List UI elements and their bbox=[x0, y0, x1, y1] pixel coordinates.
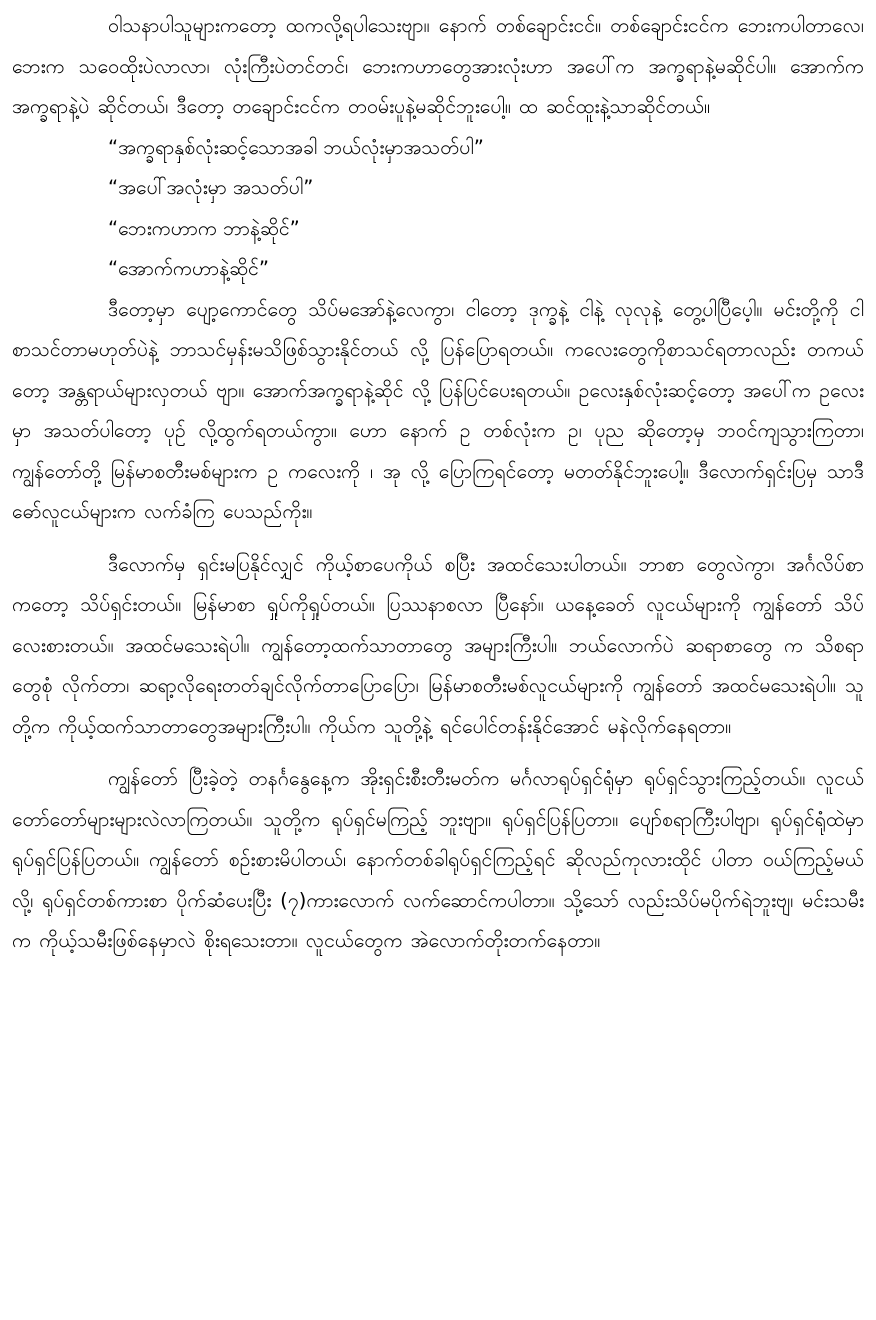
paragraph-1: ဝါသနာပါသူများကတော့ ထကလို့ရပါသေးဗျာ။ နောက် တစ်ချောင်းငင်။ တစ်ချောင်းငင်က ဘေးကပါတာလေ၊ ဘေးက သဝေထိုးပဲလာလာ၊ လုံးကြီးပဲတင်တင်၊ ဘေးကဟာတွေအားလုံးဟာ အပေါ်က အက္ခရာနဲ့မဆိုင်ပါ။ အောက်က အက္ခရာနဲ့ပဲ ဆိုင်တယ်၊ ဒီတော့ တချောင်းငင်က တဝမ်းပူနဲ့မဆိုင်ဘူးပေါ့။ ထ ဆင်ထူးနဲ့သာဆိုင်တယ်။ bbox=[12, 14, 864, 118]
paragraph-gap bbox=[12, 533, 864, 545]
paragraph-gap bbox=[12, 747, 864, 759]
paragraph-4: ကျွန်တော် ပြီးခဲ့တဲ့ တနင်္ဂနွေနေ့က အိုးရှင်းစီးတီးမတ်က မင်္ဂလာရုပ်ရှင်ရုံမှာ ရုပ်ရှင်သွားကြည့်တယ်။ လူငယ်တော်တော်များများလဲလာကြတယ်။ သူတို့က ရုပ်ရှင်မကြည့် ဘူးဗျာ။ ရုပ်ရှင်ပြန်ပြတာ။ ပျော်စရာကြီးပါဗျာ၊ ရုပ်ရှင်ရုံထဲမှာ ရုပ်ရှင်ပြန်ပြတယ်။ ကျွန်တော် စဉ်းစားမိပါတယ်၊ နောက်တစ်ခါရုပ်ရှင်ကြည့်ရင် ဆိုလည်ကုလားထိုင် ပါတာ ဝယ်ကြည့်မယ် လို့၊ ရုပ်ရှင်တစ်ကားစာ ပိုက်ဆံပေးပြီး (၇)ကားလောက် လက်ဆောင်ကပါတာ။ သို့သော် လည်းသိပ်မပိုက်ရဲဘူးဗျ၊ မင်းသမီးက ကိုယ့်သမီးဖြစ်နေမှာလဲ စိုးရသေးတာ။ လူငယ်တွေက အဲလောက်တိုးတက်နေတာ။ bbox=[12, 767, 864, 952]
paragraph-3: ဒီလောက်မှ ရှင်းမပြနိုင်လျှင် ကိုယ့်စာပေကိုယ် စပြီး အထင်သေးပါတယ်။ ဘာစာ တွေလဲကွာ၊ အင်္ဂလိပ်စာကတော့ သိပ်ရှင်းတယ်။ မြန်မာစာ ရှုပ်ကိုရှုပ်တယ်။ ပြဿနာစလာ ပြီနော်။ ယနေ့ခေတ် လူငယ်များကို ကျွန်တော် သိပ်လေးစားတယ်။ အထင်မသေးရဲပါ။ ကျွန်တော့ထက်သာတာတွေ အများကြီးပါ။ ဘယ်လောက်ပဲ ဆရာစာတွေ က သိစရာတွေစုံ လိုက်တာ၊ ဆရာ့လိုရေးတတ်ချင်လိုက်တာပြောပြော၊ မြန်မာစတီးမစ်လူငယ်များကို ကျွန်တော် အထင်မသေးရဲပါ။ သူတို့က ကိုယ့်ထက်သာတာတွေအများကြီးပါ။ ကိုယ်က သူတို့နဲ့ ရင်ပေါင်တန်းနိုင်အောင် မနဲလိုက်နေရတာ။ bbox=[12, 552, 864, 738]
quote-line-1: “အက္ခရာနှစ်လုံးဆင့်သောအခါ ဘယ်လုံးမှာအသတ်ပါ” bbox=[108, 135, 484, 159]
paragraph-2: ဒီတော့မှာ ပျော့ကောင်တွေ သိပ်မအော်နဲ့လေကွာ၊ ငါတော့ ဒုက္ခနဲ့ ငါနဲ့ လုလုနဲ့ တွေ့ပါပြီပေ့ါ။ မင်းတို့ကို ငါ စာသင်တာမဟုတ်ပဲနဲ့ ဘာသင်မှန်းမသိဖြစ်သွားနိုင်တယ် လို့ ပြန်ပြောရတယ်။ ကလေးတွေကိုစာသင်ရတာလည်း တကယ်တော့ အန္တရာယ်များလှတယ် ဗျာ။ အောက်အက္ခရာနဲ့ဆိုင် လို့ ပြန်ပြင်ပေးရတယ်။ ဥလေးနှစ်လုံးဆင့်တော့ အပေါ်က ဥလေးမှာ အသတ်ပါတော့ ပုဉ် လို့ထွက်ရတယ်ကွာ။ ဟော နောက် ဥ တစ်လုံးက ဥ၊ ပုည ဆိုတော့မှ ဘဝင်ကျသွားကြတာ၊ ကျွန်တော်တို့ မြန်မာစတီးမစ်များက ဥ ကလေးကို ၊ အု လို့ ပြောကြရင်တော့ မတတ်နိုင်ဘူးပေါ့။ ဒီလောက်ရှင်းပြမှ သာဒီဓော်လူငယ်များက လက်ခံကြ ပေသည်ကိုး။ bbox=[12, 297, 864, 523]
quote-line-2: “အပေါ်အလုံးမှာ အသတ်ပါ” bbox=[108, 176, 314, 199]
quote-line-4: “အောက်ကဟာနဲ့ဆိုင်” bbox=[108, 257, 269, 280]
quote-line-3: “ဘေးကဟာက ဘာနဲ့ဆိုင်” bbox=[108, 216, 300, 240]
